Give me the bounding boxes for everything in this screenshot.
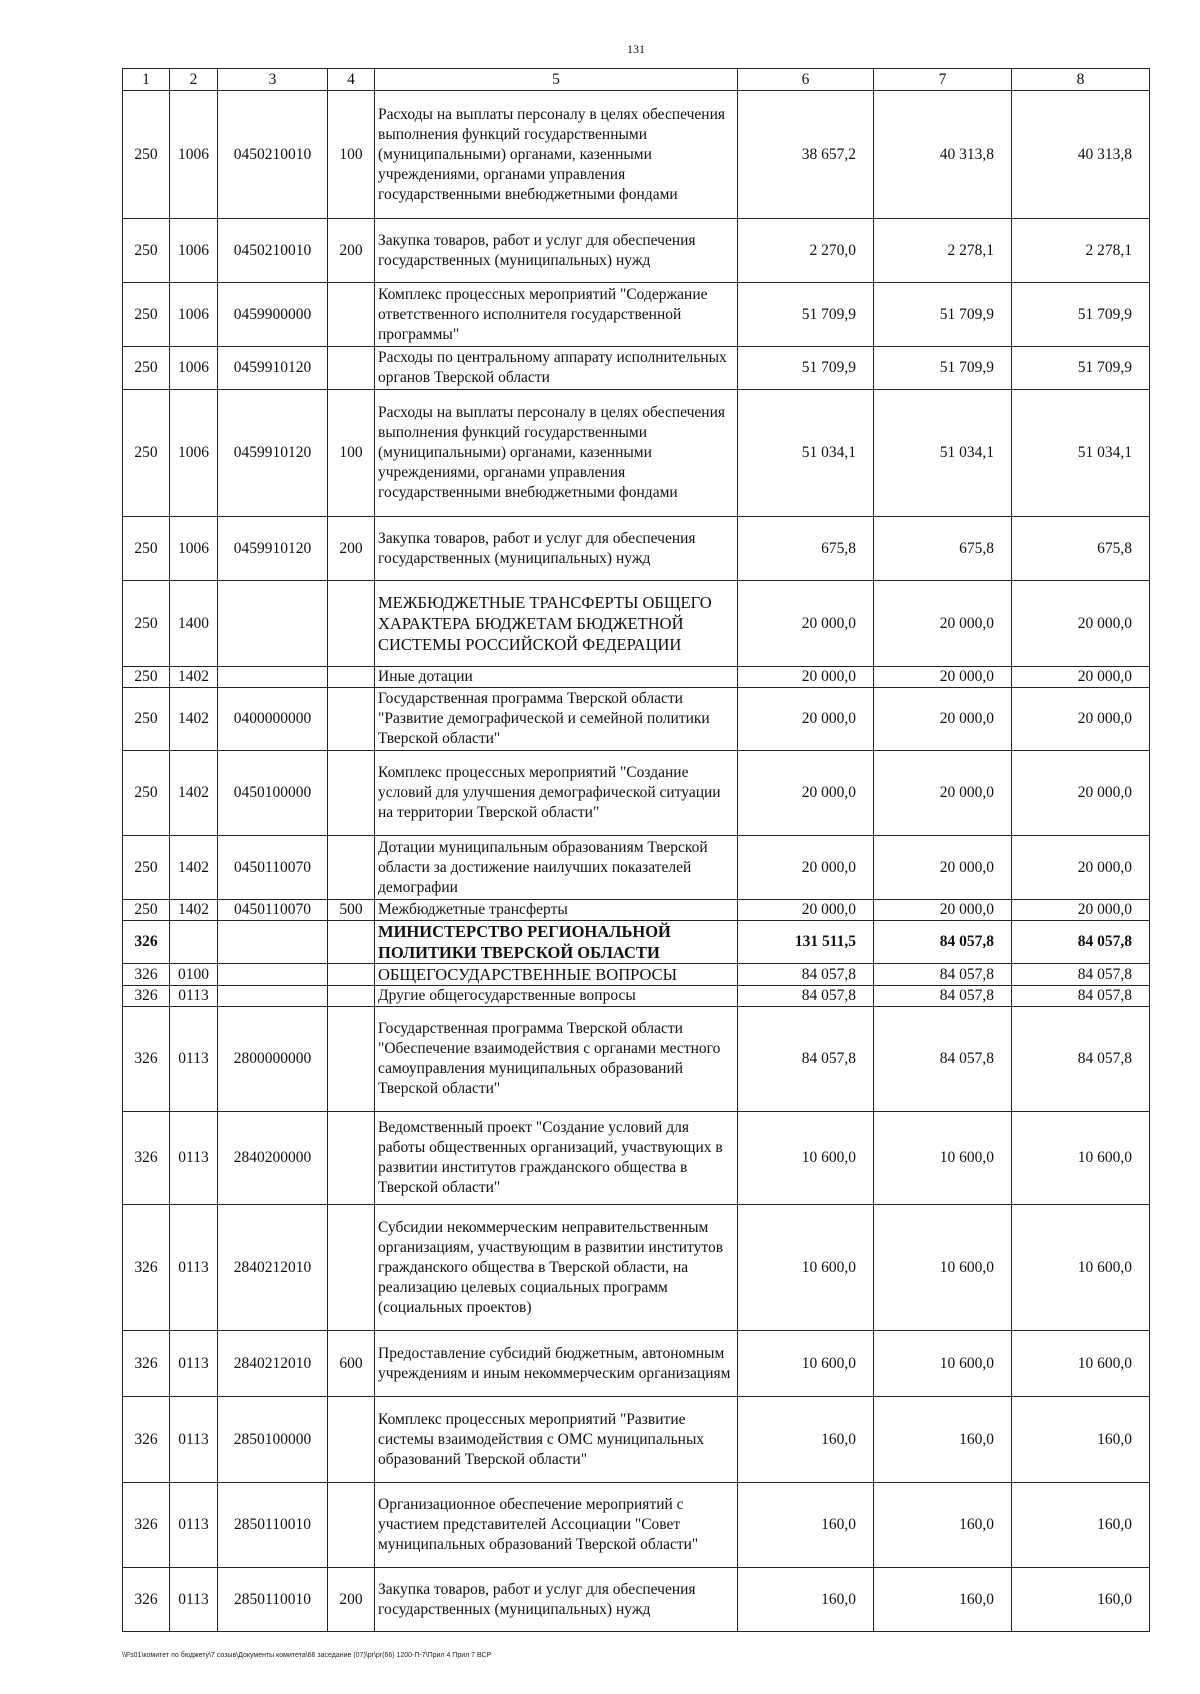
cell-section: 1402 — [170, 751, 218, 836]
cell-amount-6: 20 000,0 — [738, 667, 874, 688]
col-header: 5 — [375, 69, 738, 91]
cell-description: Закупка товаров, работ и услуг для обеспечения государственных (муниципальных) нужд — [375, 1568, 738, 1632]
table-row — [123, 1007, 1150, 1112]
col-header: 3 — [218, 69, 328, 91]
cell-amount-8: 20 000,0 — [1012, 751, 1150, 836]
cell-expense-type — [328, 1483, 375, 1568]
cell-description: Закупка товаров, работ и услуг для обеспечения государственных (муниципальных) нужд — [375, 517, 738, 581]
cell-admin: 326 — [123, 1483, 170, 1568]
col-header: 2 — [170, 69, 218, 91]
cell-target-article — [218, 964, 328, 986]
cell-section — [170, 921, 218, 964]
cell-amount-6: 84 057,8 — [738, 986, 874, 1007]
cell-admin: 250 — [123, 688, 170, 751]
cell-section: 0113 — [170, 1483, 218, 1568]
cell-admin: 250 — [123, 751, 170, 836]
table-row — [123, 1112, 1150, 1205]
cell-expense-type — [328, 347, 375, 390]
table-row — [123, 1331, 1150, 1397]
col-header: 1 — [123, 69, 170, 91]
cell-amount-8: 84 057,8 — [1012, 1007, 1150, 1112]
cell-target-article: 0459910120 — [218, 347, 328, 390]
cell-target-article — [218, 986, 328, 1007]
cell-amount-6: 51 709,9 — [738, 347, 874, 390]
cell-amount-7: 160,0 — [874, 1397, 1012, 1483]
cell-description: МИНИСТЕРСТВО РЕГИОНАЛЬНОЙ ПОЛИТИКИ ТВЕРСКОЙ ОБЛАСТИ — [375, 921, 738, 964]
cell-amount-8: 84 057,8 — [1012, 986, 1150, 1007]
cell-amount-8: 10 600,0 — [1012, 1331, 1150, 1397]
cell-section: 1400 — [170, 581, 218, 667]
cell-admin: 250 — [123, 283, 170, 347]
cell-admin: 326 — [123, 986, 170, 1007]
cell-expense-type: 100 — [328, 390, 375, 517]
table-row — [123, 986, 1150, 1007]
cell-section: 1006 — [170, 390, 218, 517]
cell-section: 1402 — [170, 688, 218, 751]
cell-amount-7: 20 000,0 — [874, 581, 1012, 667]
cell-amount-6: 10 600,0 — [738, 1331, 874, 1397]
cell-expense-type — [328, 921, 375, 964]
cell-description: Межбюджетные трансферты — [375, 900, 738, 921]
cell-amount-7: 20 000,0 — [874, 688, 1012, 751]
cell-target-article: 2850110010 — [218, 1568, 328, 1632]
cell-section: 0113 — [170, 1112, 218, 1205]
table-row — [123, 219, 1150, 283]
table-row — [123, 900, 1150, 921]
cell-expense-type — [328, 1397, 375, 1483]
cell-admin: 250 — [123, 91, 170, 219]
cell-section: 0113 — [170, 1205, 218, 1331]
cell-amount-7: 160,0 — [874, 1483, 1012, 1568]
table-row — [123, 667, 1150, 688]
cell-section: 1402 — [170, 667, 218, 688]
cell-amount-7: 20 000,0 — [874, 751, 1012, 836]
cell-amount-6: 160,0 — [738, 1568, 874, 1632]
cell-expense-type — [328, 964, 375, 986]
cell-amount-8: 10 600,0 — [1012, 1112, 1150, 1205]
cell-expense-type — [328, 986, 375, 1007]
cell-admin: 326 — [123, 1331, 170, 1397]
cell-target-article: 2800000000 — [218, 1007, 328, 1112]
table-row — [123, 964, 1150, 986]
cell-amount-8: 10 600,0 — [1012, 1205, 1150, 1331]
table-row — [123, 517, 1150, 581]
cell-amount-6: 20 000,0 — [738, 581, 874, 667]
cell-amount-7: 20 000,0 — [874, 836, 1012, 900]
cell-admin: 326 — [123, 921, 170, 964]
cell-target-article: 0450210010 — [218, 219, 328, 283]
cell-description: Комплекс процессных мероприятий "Развитие системы взаимодействия с ОМС муниципальных образований Тверской области" — [375, 1397, 738, 1483]
table-row — [123, 1397, 1150, 1483]
cell-amount-8: 51 709,9 — [1012, 347, 1150, 390]
cell-amount-6: 20 000,0 — [738, 751, 874, 836]
cell-section: 0100 — [170, 964, 218, 986]
cell-amount-7: 51 034,1 — [874, 390, 1012, 517]
cell-expense-type — [328, 283, 375, 347]
cell-amount-6: 38 657,2 — [738, 91, 874, 219]
cell-target-article: 2850110010 — [218, 1483, 328, 1568]
cell-expense-type: 500 — [328, 900, 375, 921]
cell-amount-7: 84 057,8 — [874, 921, 1012, 964]
cell-section: 0113 — [170, 1331, 218, 1397]
cell-amount-7: 160,0 — [874, 1568, 1012, 1632]
cell-expense-type — [328, 667, 375, 688]
cell-target-article — [218, 921, 328, 964]
cell-admin: 326 — [123, 1205, 170, 1331]
cell-target-article — [218, 581, 328, 667]
cell-amount-6: 160,0 — [738, 1397, 874, 1483]
cell-admin: 326 — [123, 1007, 170, 1112]
cell-section: 0113 — [170, 986, 218, 1007]
cell-section: 1006 — [170, 91, 218, 219]
cell-section: 1006 — [170, 347, 218, 390]
cell-target-article: 0450210010 — [218, 91, 328, 219]
cell-amount-8: 84 057,8 — [1012, 964, 1150, 986]
cell-admin: 326 — [123, 1568, 170, 1632]
cell-description: Государственная программа Тверской области "Обеспечение взаимодействия с органами местного самоуправления муниципальных образований Тверской области" — [375, 1007, 738, 1112]
cell-description: МЕЖБЮДЖЕТНЫЕ ТРАНСФЕРТЫ ОБЩЕГО ХАРАКТЕРА БЮДЖЕТАМ БЮДЖЕТНОЙ СИСТЕМЫ РОССИЙСКОЙ ФЕДЕРАЦИИ — [375, 581, 738, 667]
table-row — [123, 581, 1150, 667]
cell-description: Ведомственный проект "Создание условий для работы общественных организаций, участвующих в развитии институтов гражданского общества в Тверской области" — [375, 1112, 738, 1205]
cell-amount-6: 84 057,8 — [738, 1007, 874, 1112]
cell-amount-6: 20 000,0 — [738, 900, 874, 921]
cell-section: 1006 — [170, 517, 218, 581]
cell-description: Расходы на выплаты персоналу в целях обеспечения выполнения функций государственными (муниципальными) органами, казенными учреждениями, органами управления государственными внебюджетными фондами — [375, 390, 738, 517]
cell-amount-8: 20 000,0 — [1012, 667, 1150, 688]
cell-expense-type — [328, 751, 375, 836]
cell-amount-7: 84 057,8 — [874, 986, 1012, 1007]
cell-amount-6: 10 600,0 — [738, 1205, 874, 1331]
cell-amount-8: 20 000,0 — [1012, 688, 1150, 751]
cell-description: Предоставление субсидий бюджетным, автономным учреждениям и иным некоммерческим организациям — [375, 1331, 738, 1397]
table-row — [123, 1205, 1150, 1331]
cell-admin: 250 — [123, 517, 170, 581]
cell-amount-7: 10 600,0 — [874, 1112, 1012, 1205]
col-header: 7 — [874, 69, 1012, 91]
cell-amount-7: 10 600,0 — [874, 1205, 1012, 1331]
table-row — [123, 751, 1150, 836]
cell-amount-7: 84 057,8 — [874, 1007, 1012, 1112]
cell-section: 0113 — [170, 1397, 218, 1483]
cell-description: ОБЩЕГОСУДАРСТВЕННЫЕ ВОПРОСЫ — [375, 964, 738, 986]
cell-amount-6: 160,0 — [738, 1483, 874, 1568]
cell-expense-type — [328, 1112, 375, 1205]
cell-description: Другие общегосударственные вопросы — [375, 986, 738, 1007]
cell-amount-7: 51 709,9 — [874, 347, 1012, 390]
cell-expense-type — [328, 1205, 375, 1331]
cell-admin: 326 — [123, 964, 170, 986]
budget-table — [122, 68, 1150, 1632]
cell-admin: 250 — [123, 900, 170, 921]
cell-target-article: 0450110070 — [218, 900, 328, 921]
cell-expense-type: 200 — [328, 219, 375, 283]
cell-amount-8: 84 057,8 — [1012, 921, 1150, 964]
cell-amount-6: 2 270,0 — [738, 219, 874, 283]
cell-target-article: 0450110070 — [218, 836, 328, 900]
cell-target-article: 0400000000 — [218, 688, 328, 751]
cell-description: Субсидии некоммерческим неправительственным организациям, участвующим в развитии институтов гражданского общества в Тверской области, на реализацию целевых социальных программ (социальных проектов) — [375, 1205, 738, 1331]
cell-expense-type — [328, 581, 375, 667]
cell-expense-type: 600 — [328, 1331, 375, 1397]
cell-amount-7: 10 600,0 — [874, 1331, 1012, 1397]
cell-target-article: 2850100000 — [218, 1397, 328, 1483]
cell-amount-7: 20 000,0 — [874, 900, 1012, 921]
cell-amount-8: 675,8 — [1012, 517, 1150, 581]
table-row — [123, 688, 1150, 751]
cell-description: Комплекс процессных мероприятий "Создание условий для улучшения демографической ситуации на территории Тверской области" — [375, 751, 738, 836]
table-row — [123, 1483, 1150, 1568]
table-row — [123, 347, 1150, 390]
cell-target-article: 0459910120 — [218, 517, 328, 581]
cell-admin: 250 — [123, 667, 170, 688]
cell-description: Организационное обеспечение мероприятий с участием представителей Ассоциации "Совет муниципальных образований Тверской области" — [375, 1483, 738, 1568]
cell-description: Государственная программа Тверской области "Развитие демографической и семейной политики Тверской области" — [375, 688, 738, 751]
cell-amount-8: 2 278,1 — [1012, 219, 1150, 283]
cell-expense-type — [328, 836, 375, 900]
cell-amount-6: 675,8 — [738, 517, 874, 581]
cell-admin: 250 — [123, 219, 170, 283]
cell-admin: 250 — [123, 836, 170, 900]
cell-amount-6: 84 057,8 — [738, 964, 874, 986]
cell-amount-7: 84 057,8 — [874, 964, 1012, 986]
cell-amount-8: 160,0 — [1012, 1483, 1150, 1568]
cell-amount-6: 10 600,0 — [738, 1112, 874, 1205]
cell-admin: 326 — [123, 1397, 170, 1483]
cell-admin: 250 — [123, 347, 170, 390]
table-row — [123, 283, 1150, 347]
cell-amount-8: 51 709,9 — [1012, 283, 1150, 347]
cell-expense-type — [328, 1007, 375, 1112]
cell-amount-6: 20 000,0 — [738, 688, 874, 751]
cell-description: Расходы на выплаты персоналу в целях обеспечения выполнения функций государственными (муниципальными) органами, казенными учреждениями, органами управления государственными внебюджетными фондами — [375, 91, 738, 219]
cell-amount-7: 51 709,9 — [874, 283, 1012, 347]
cell-target-article: 2840212010 — [218, 1331, 328, 1397]
cell-amount-7: 675,8 — [874, 517, 1012, 581]
cell-admin: 326 — [123, 1112, 170, 1205]
table-row — [123, 921, 1150, 964]
cell-amount-8: 51 034,1 — [1012, 390, 1150, 517]
page-number: 131 — [627, 42, 645, 56]
cell-target-article: 0459900000 — [218, 283, 328, 347]
cell-description: Расходы по центральному аппарату исполнительных органов Тверской области — [375, 347, 738, 390]
table-row — [123, 390, 1150, 517]
cell-amount-8: 20 000,0 — [1012, 581, 1150, 667]
cell-expense-type: 200 — [328, 517, 375, 581]
cell-amount-7: 20 000,0 — [874, 667, 1012, 688]
header-row — [123, 69, 1150, 91]
cell-target-article: 2840212010 — [218, 1205, 328, 1331]
col-header: 6 — [738, 69, 874, 91]
cell-section: 1402 — [170, 836, 218, 900]
cell-expense-type: 100 — [328, 91, 375, 219]
cell-section: 0113 — [170, 1568, 218, 1632]
cell-description: Дотации муниципальным образованиям Тверской области за достижение наилучших показателей демографии — [375, 836, 738, 900]
cell-amount-7: 2 278,1 — [874, 219, 1012, 283]
table-row — [123, 1568, 1150, 1632]
cell-expense-type: 200 — [328, 1568, 375, 1632]
cell-description: Закупка товаров, работ и услуг для обеспечения государственных (муниципальных) нужд — [375, 219, 738, 283]
cell-amount-8: 20 000,0 — [1012, 836, 1150, 900]
cell-amount-7: 40 313,8 — [874, 91, 1012, 219]
cell-amount-6: 51 034,1 — [738, 390, 874, 517]
table-row — [123, 836, 1150, 900]
cell-amount-6: 51 709,9 — [738, 283, 874, 347]
cell-target-article: 2840200000 — [218, 1112, 328, 1205]
cell-target-article: 0459910120 — [218, 390, 328, 517]
col-header: 8 — [1012, 69, 1150, 91]
cell-description: Комплекс процессных мероприятий "Содержание ответственного исполнителя государственной программы" — [375, 283, 738, 347]
cell-amount-8: 160,0 — [1012, 1397, 1150, 1483]
document-file-path: \\Fs01\комитет по бюджету\7 созыв\Документы комитета\66 заседание (07)\pr\pr(66) 1200-П-7\Прил 4 Прил 7 ВСР — [122, 1652, 492, 1659]
cell-section: 1006 — [170, 219, 218, 283]
cell-amount-8: 160,0 — [1012, 1568, 1150, 1632]
cell-amount-8: 40 313,8 — [1012, 91, 1150, 219]
cell-admin: 250 — [123, 390, 170, 517]
cell-amount-6: 20 000,0 — [738, 836, 874, 900]
cell-expense-type — [328, 688, 375, 751]
cell-amount-8: 20 000,0 — [1012, 900, 1150, 921]
cell-amount-6: 131 511,5 — [738, 921, 874, 964]
cell-section: 0113 — [170, 1007, 218, 1112]
table-row — [123, 91, 1150, 219]
cell-target-article: 0450100000 — [218, 751, 328, 836]
cell-section: 1006 — [170, 283, 218, 347]
cell-admin: 250 — [123, 581, 170, 667]
cell-target-article — [218, 667, 328, 688]
col-header: 4 — [328, 69, 375, 91]
cell-description: Иные дотации — [375, 667, 738, 688]
cell-section: 1402 — [170, 900, 218, 921]
